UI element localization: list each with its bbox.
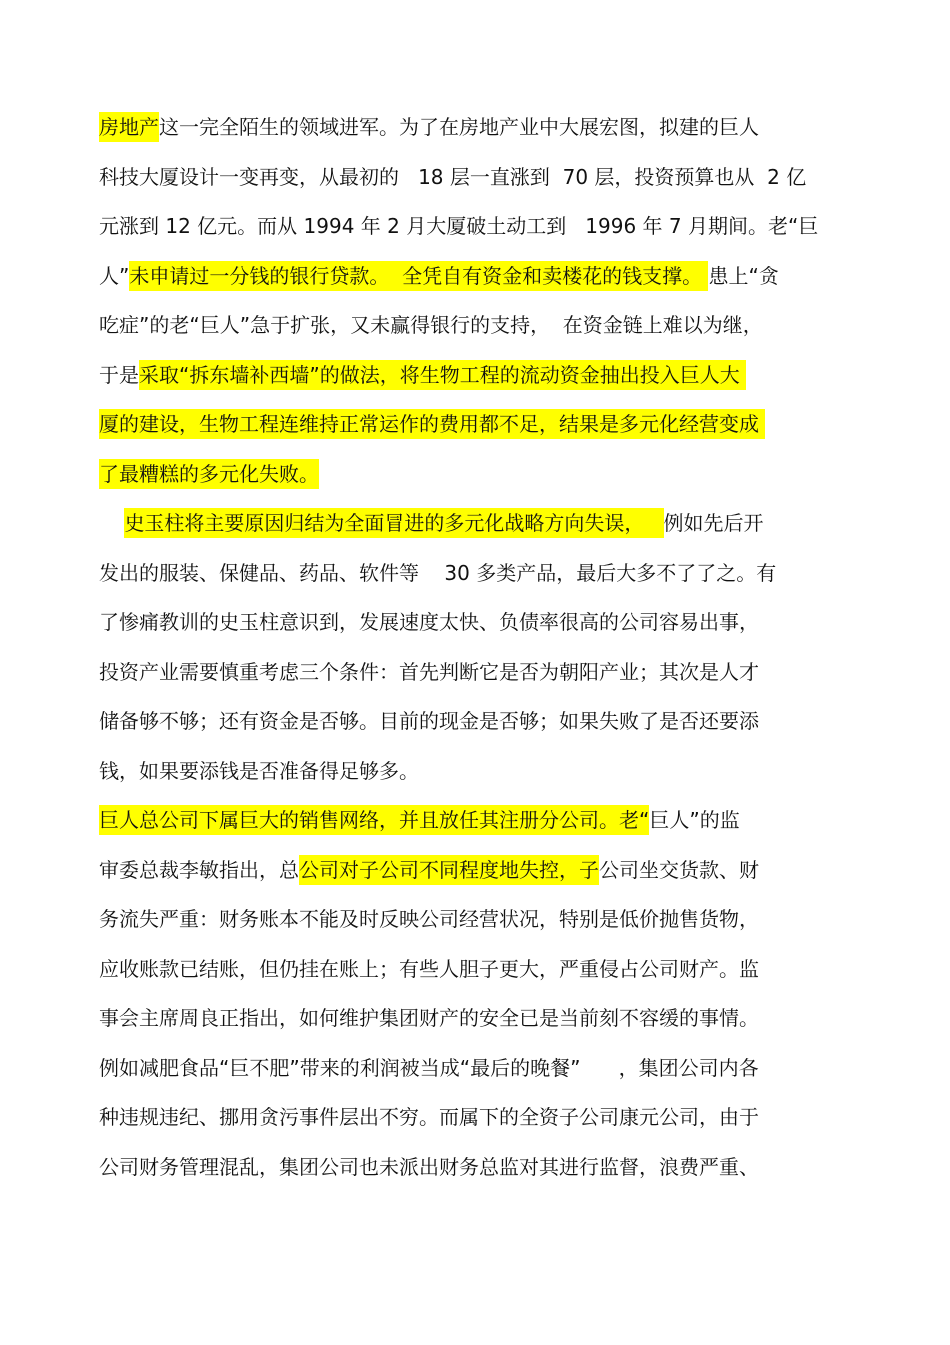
text-line xyxy=(99,657,759,707)
text-segment: 发出的服装、保健品、药品、软件等 30 多类产品，最后大多不了了之。有 xyxy=(99,560,777,585)
text-segment: 吃症”的老“巨人”急于扩张，又未赢得银行的支持， 在资金链上难以为继， xyxy=(99,313,763,337)
text-line xyxy=(99,706,759,756)
highlighted-text: 未申请过一分钱的银行贷款。 全凭自有资金和卖楼花的钱支撑。 xyxy=(129,261,708,291)
text-segment: 储备够不够；还有资金是否够。目前的现金是否够；如果失败了是否还要添 xyxy=(99,709,759,733)
highlighted-text: 巨人总公司下属巨大的销售网络，并且放任其注册分公司。老“ xyxy=(99,805,649,835)
text-segment: 于是 xyxy=(99,362,139,387)
text-line xyxy=(99,360,746,410)
text-segment: 患上“贪 xyxy=(708,263,779,288)
text-segment: 事会主席周良正指出，如何维护集团财产的安全已是当前刻不容缓的事情。 xyxy=(99,1006,759,1030)
text-segment: 人” xyxy=(99,263,130,288)
text-line xyxy=(99,558,776,608)
highlighted-text: 房地产 xyxy=(99,112,159,142)
text-line xyxy=(99,409,765,459)
text-segment: 投资产业需要慎重考虑三个条件：首先判断它是否为朝阳产业；其次是人才 xyxy=(99,659,759,684)
text-line xyxy=(99,310,763,360)
text-line xyxy=(99,607,759,657)
text-segment: 巨人”的监 xyxy=(649,808,740,832)
text-line xyxy=(99,954,759,1004)
text-segment: 这一完全陌生的领域进军。为了在房地产业中大展宏图，拟建的巨人 xyxy=(159,115,759,139)
text-line xyxy=(99,112,759,162)
text-line xyxy=(99,904,759,954)
text-line xyxy=(99,459,319,509)
text-segment xyxy=(99,508,124,538)
text-segment: 例如减肥食品“巨不肥”带来的利润被当成“最后的晚餐” ，集团公司内各 xyxy=(99,1055,759,1080)
text-segment: 科技大厦设计一变再变，从最初的 18 层一直涨到 70 层，投资预算也从 2 亿 xyxy=(99,164,807,189)
text-segment: 了惨痛教训的史玉柱意识到，发展速度太快、负债率很高的公司容易出事， xyxy=(99,610,759,634)
highlighted-text: 厦的建设，生物工程连维持正常运作的费用都不足，结果是多元化经营变成 xyxy=(99,409,765,439)
text-segment: 钱，如果要添钱是否准备得足够多。 xyxy=(99,758,419,783)
text-segment: 应收账款已结账，但仍挂在账上；有些人胆子更大，严重侵占公司财产。监 xyxy=(99,956,759,981)
text-line xyxy=(99,211,818,261)
text-segment: 务流失严重：财务账本不能及时反映公司经营状况，特别是低价抛售货物， xyxy=(99,907,759,931)
text-line xyxy=(99,261,779,311)
text-line xyxy=(99,508,764,558)
text-line xyxy=(99,162,806,212)
text-line xyxy=(99,1053,759,1103)
text-segment: 审委总裁李敏指出，总 xyxy=(99,857,299,882)
highlighted-text: 史玉柱将主要原因归结为全面冒进的多元化战略方向失误， xyxy=(124,508,663,538)
text-line xyxy=(99,1102,759,1152)
highlighted-text: 了最糟糕的多元化失败。 xyxy=(99,459,319,489)
text-segment: 例如先后开 xyxy=(663,511,764,535)
text-segment: 元涨到 12 亿元。而从 1994 年 2 月大厦破土动工到 1996 年 7 月期间。老“巨 xyxy=(99,214,819,238)
text-segment: 种违规违纪、挪用贪污事件层出不穷。而属下的全资子公司康元公司，由于 xyxy=(99,1105,759,1129)
text-line xyxy=(99,1152,759,1202)
text-line xyxy=(99,756,419,806)
highlighted-text: 公司对子公司不同程度地失控，子 xyxy=(299,855,599,885)
text-line xyxy=(99,805,740,855)
text-line xyxy=(99,1003,759,1053)
text-segment: 公司坐交货款、财 xyxy=(599,857,759,882)
highlighted-text: 采取“拆东墙补西墙”的做法，将生物工程的流动资金抽出投入巨人大 xyxy=(139,360,746,390)
text-segment: 公司财务管理混乱，集团公司也未派出财务总监对其进行监督，浪费严重、 xyxy=(99,1154,759,1179)
text-line xyxy=(99,855,759,905)
